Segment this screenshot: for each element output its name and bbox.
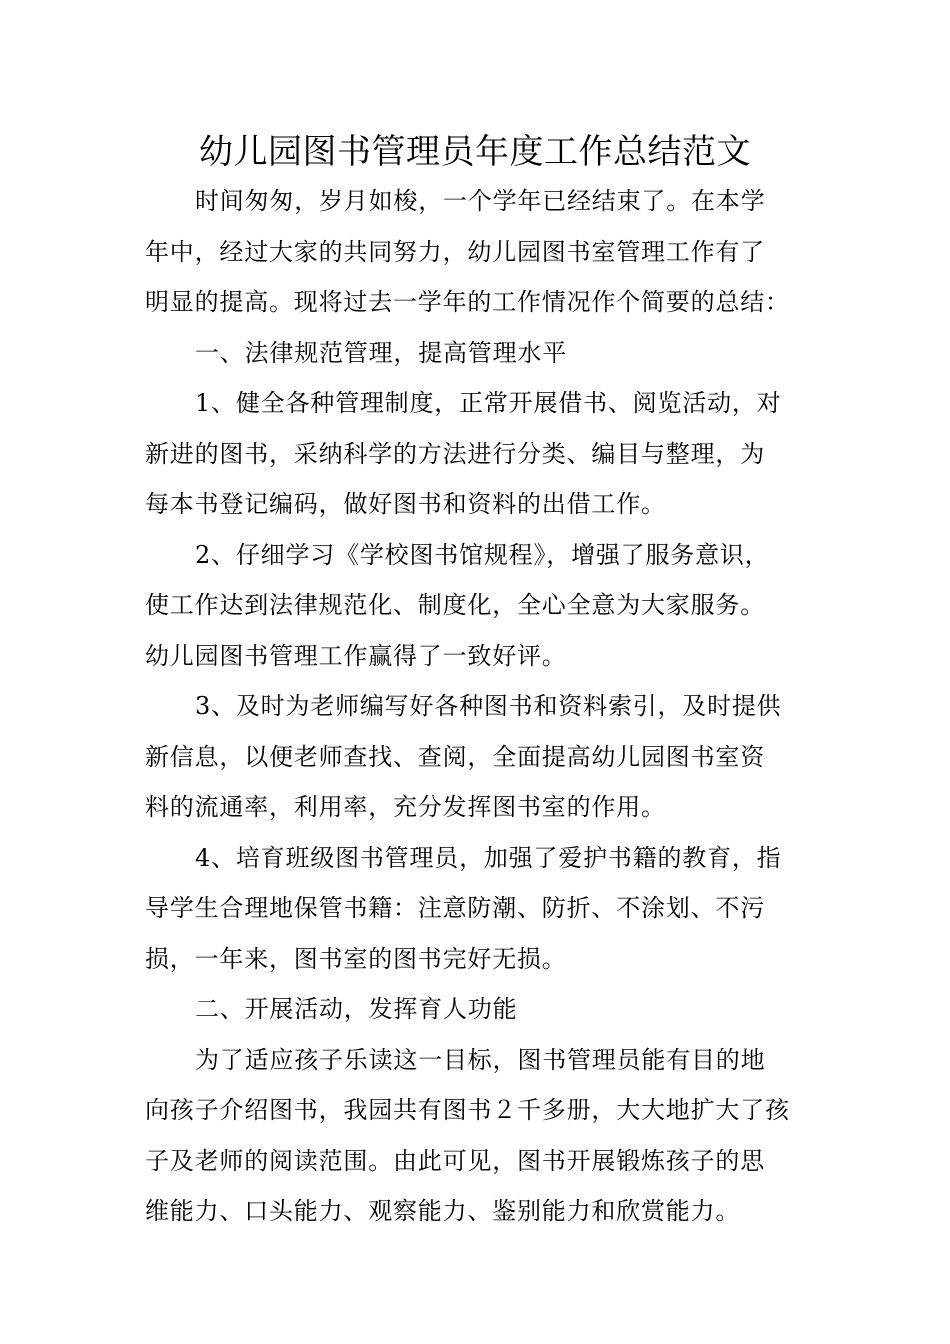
heading-line: 二、开展活动，发挥育人功能 bbox=[195, 995, 518, 1023]
paragraph-item-4 bbox=[145, 833, 805, 985]
paragraph-line: 损，一年来，图书室的图书完好无损。 bbox=[145, 944, 567, 973]
section-heading-2 bbox=[145, 984, 805, 1035]
section-heading-1 bbox=[145, 328, 805, 379]
paragraph-item-2 bbox=[145, 530, 805, 682]
paragraph-line: 维能力、口头能力、观察能力、鉴别能力和欣赏能力。 bbox=[145, 1197, 741, 1225]
paragraph-line: 时间匆匆，岁月如梭，一个学年已经结束了。在本学 bbox=[195, 187, 766, 215]
paragraph-line: 使工作达到法律规范化、制度化，全心全意为大家服务。 bbox=[145, 591, 765, 619]
paragraph-line: 2、仔细学习《学校图书馆规程》，增强了服务意识， bbox=[195, 540, 770, 569]
paragraph-line: 导学生合理地保管书籍：注意防潮、防折、不涂划、不污 bbox=[145, 894, 765, 922]
paragraph-line: 新进的图书，采纳科学的方法进行分类、编目与整理，为 bbox=[145, 439, 765, 468]
paragraph-line: 每本书登记编码，做好图书和资料的出借工作。 bbox=[145, 490, 666, 518]
paragraph-line: 1、健全各种管理制度，正常开展借书、阅览活动，对 bbox=[195, 389, 782, 417]
paragraph-intro bbox=[145, 176, 805, 328]
document-body bbox=[145, 176, 805, 1237]
paragraph-line: 4、培育班级图书管理员，加强了爱护书籍的教育，指 bbox=[195, 843, 782, 872]
paragraph-line: 为了适应孩子乐读这一目标，图书管理员能有目的地 bbox=[195, 1045, 766, 1074]
paragraph-line: 新信息，以便老师查找、查阅，全面提高幼儿园图书室资 bbox=[145, 742, 765, 771]
paragraph-line: 年中，经过大家的共同努力，幼儿园图书室管理工作有了 bbox=[145, 237, 765, 266]
heading-line: 一、法律规范管理，提高管理水平 bbox=[195, 338, 567, 367]
paragraph-line: 3、及时为老师编写好各种图书和资料索引，及时提供 bbox=[195, 692, 782, 720]
paragraph-activities bbox=[145, 1035, 805, 1237]
document-title: 幼儿园图书管理员年度工作总结范文 bbox=[199, 132, 751, 172]
paragraph-item-3 bbox=[145, 681, 805, 833]
paragraph-line: 子及老师的阅读范围。由此可见，图书开展锻炼孩子的思 bbox=[145, 1146, 765, 1175]
paragraph-item-1 bbox=[145, 378, 805, 530]
paragraph-line: 幼儿园图书管理工作赢得了一致好评。 bbox=[145, 641, 567, 670]
paragraph-line: 料的流通率，利用率，充分发挥图书室的作用。 bbox=[145, 793, 666, 821]
paragraph-line: 向孩子介绍图书，我园共有图书２千多册，大大地扩大了孩 bbox=[145, 1096, 790, 1124]
paragraph-line: 明显的提高。现将过去一学年的工作情况作个简要的总结： bbox=[145, 288, 790, 316]
